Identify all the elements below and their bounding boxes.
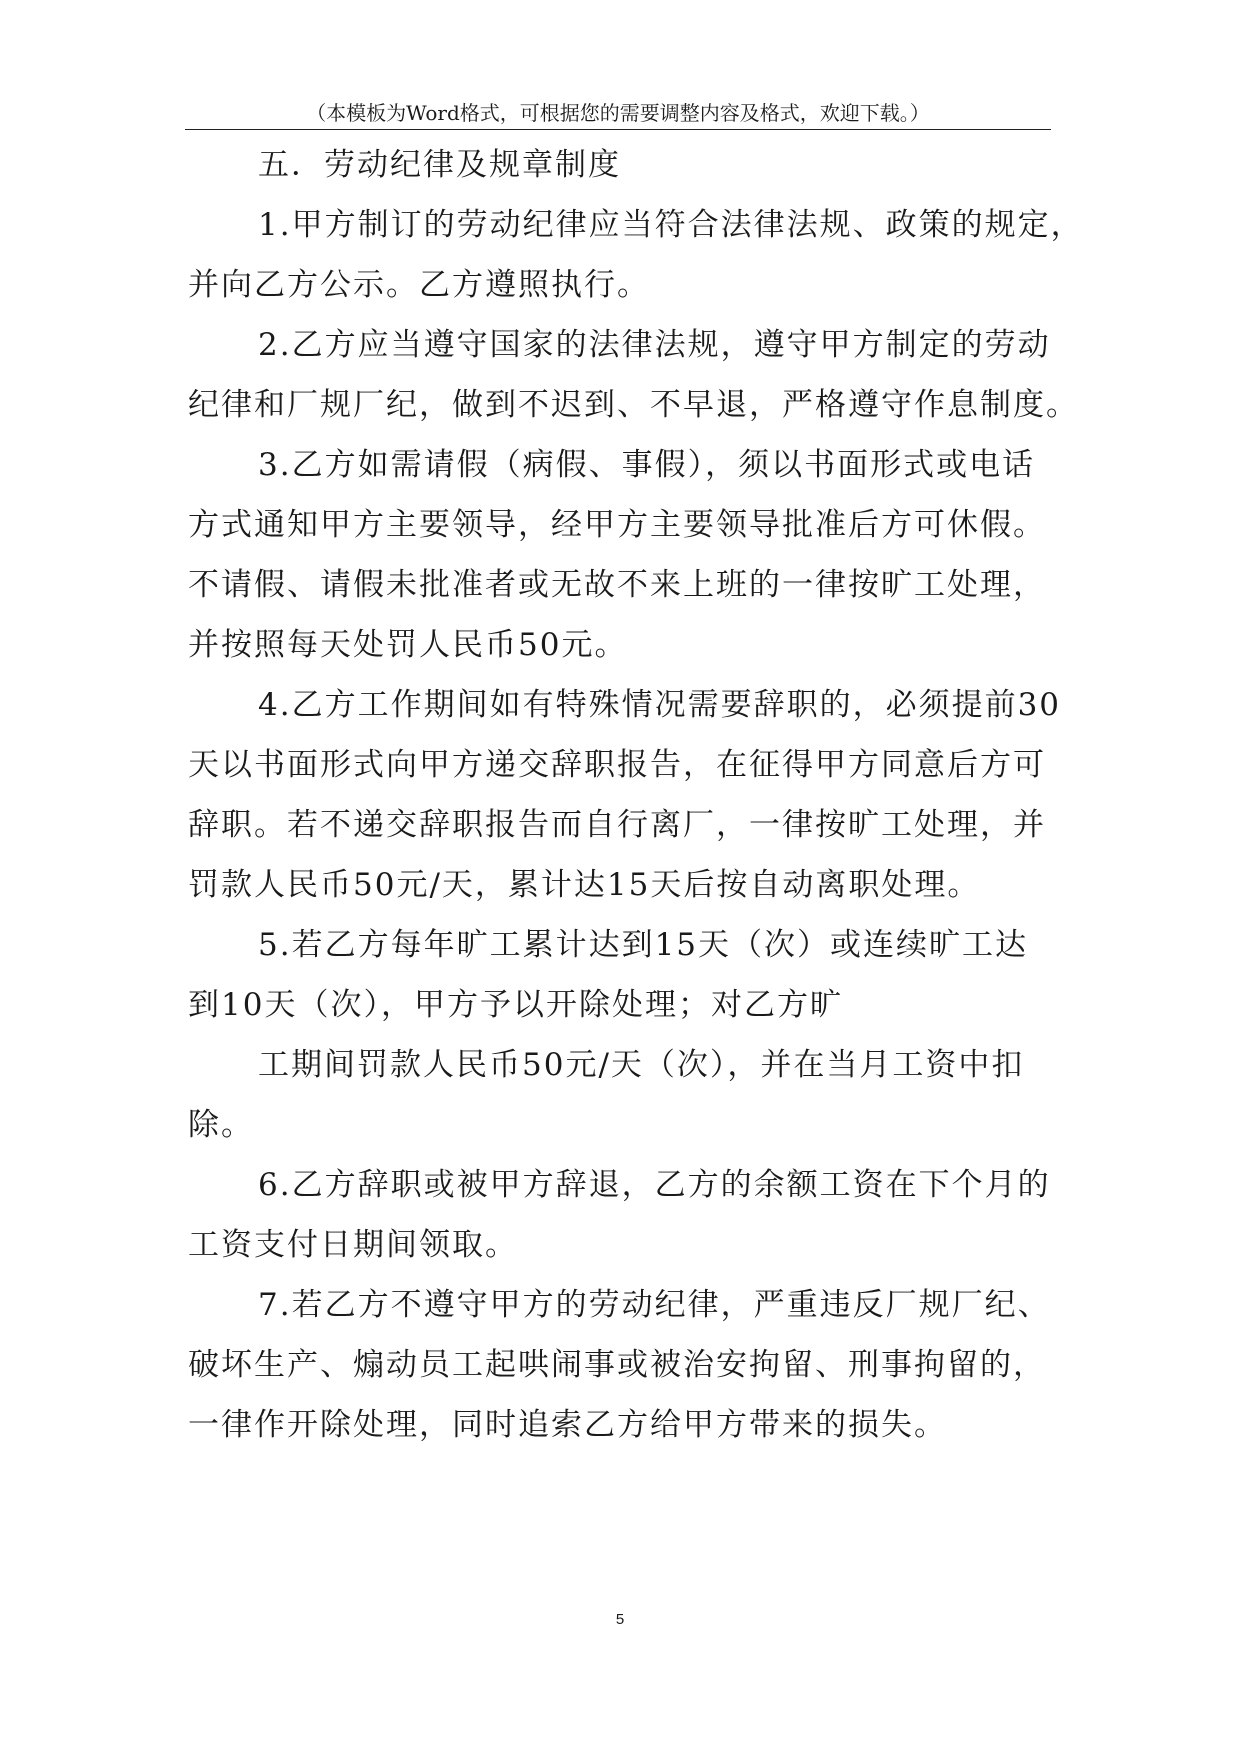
body-line: 除。 — [188, 1107, 254, 1143]
header-note: （本模板为Word格式，可根据您的需要调整内容及格式，欢迎下载。） — [306, 101, 930, 125]
body-line: 4.乙方工作期间如有特殊情况需要辞职的，必须提前30 — [258, 687, 1062, 723]
body-line: 破坏生产、煽动员工起哄闹事或被治安拘留、刑事拘留的， — [188, 1347, 1046, 1383]
body-line: 5.若乙方每年旷工累计达到15天（次）或连续旷工达 — [258, 927, 1029, 963]
body-line: 工期间罚款人民币50元/天（次），并在当月工资中扣 — [258, 1047, 1025, 1083]
body-line: 到10天（次），甲方予以开除处理；对乙方旷 — [188, 987, 843, 1023]
body-line: 方式通知甲方主要领导，经甲方主要领导批准后方可休假。 — [188, 507, 1046, 543]
body-line: 辞职。若不递交辞职报告而自行离厂，一律按旷工处理，并 — [188, 807, 1046, 843]
body-line: 纪律和厂规厂纪，做到不迟到、不早退，严格遵守作息制度。 — [188, 387, 1079, 423]
body-line: 并按照每天处罚人民币50元。 — [188, 627, 628, 663]
body-line: 1.甲方制订的劳动纪律应当符合法律法规、政策的规定， — [258, 207, 1084, 243]
body-line: 一律作开除处理，同时追索乙方给甲方带来的损失。 — [188, 1407, 947, 1443]
header-divider — [185, 129, 1051, 130]
body-line: 天以书面形式向甲方递交辞职报告，在征得甲方同意后方可 — [188, 747, 1046, 783]
body-line: 6.乙方辞职或被甲方辞退，乙方的余额工资在下个月的 — [258, 1167, 1051, 1203]
body-line: 罚款人民币50元/天，累计达15天后按自动离职处理。 — [188, 867, 981, 903]
body-line: 7.若乙方不遵守甲方的劳动纪律，严重违反厂规厂纪、 — [258, 1287, 1051, 1323]
body-line: 不请假、请假未批准者或无故不来上班的一律按旷工处理， — [188, 567, 1046, 603]
section-heading: 五．劳动纪律及规章制度 — [258, 147, 621, 183]
body-line: 并向乙方公示。乙方遵照执行。 — [188, 267, 650, 303]
page-number: 5 — [615, 1611, 625, 1628]
body-line: 3.乙方如需请假（病假、事假），须以书面形式或电话 — [258, 447, 1036, 483]
body-line: 工资支付日期间领取。 — [188, 1227, 518, 1263]
body-line: 2.乙方应当遵守国家的法律法规，遵守甲方制定的劳动 — [258, 327, 1051, 363]
